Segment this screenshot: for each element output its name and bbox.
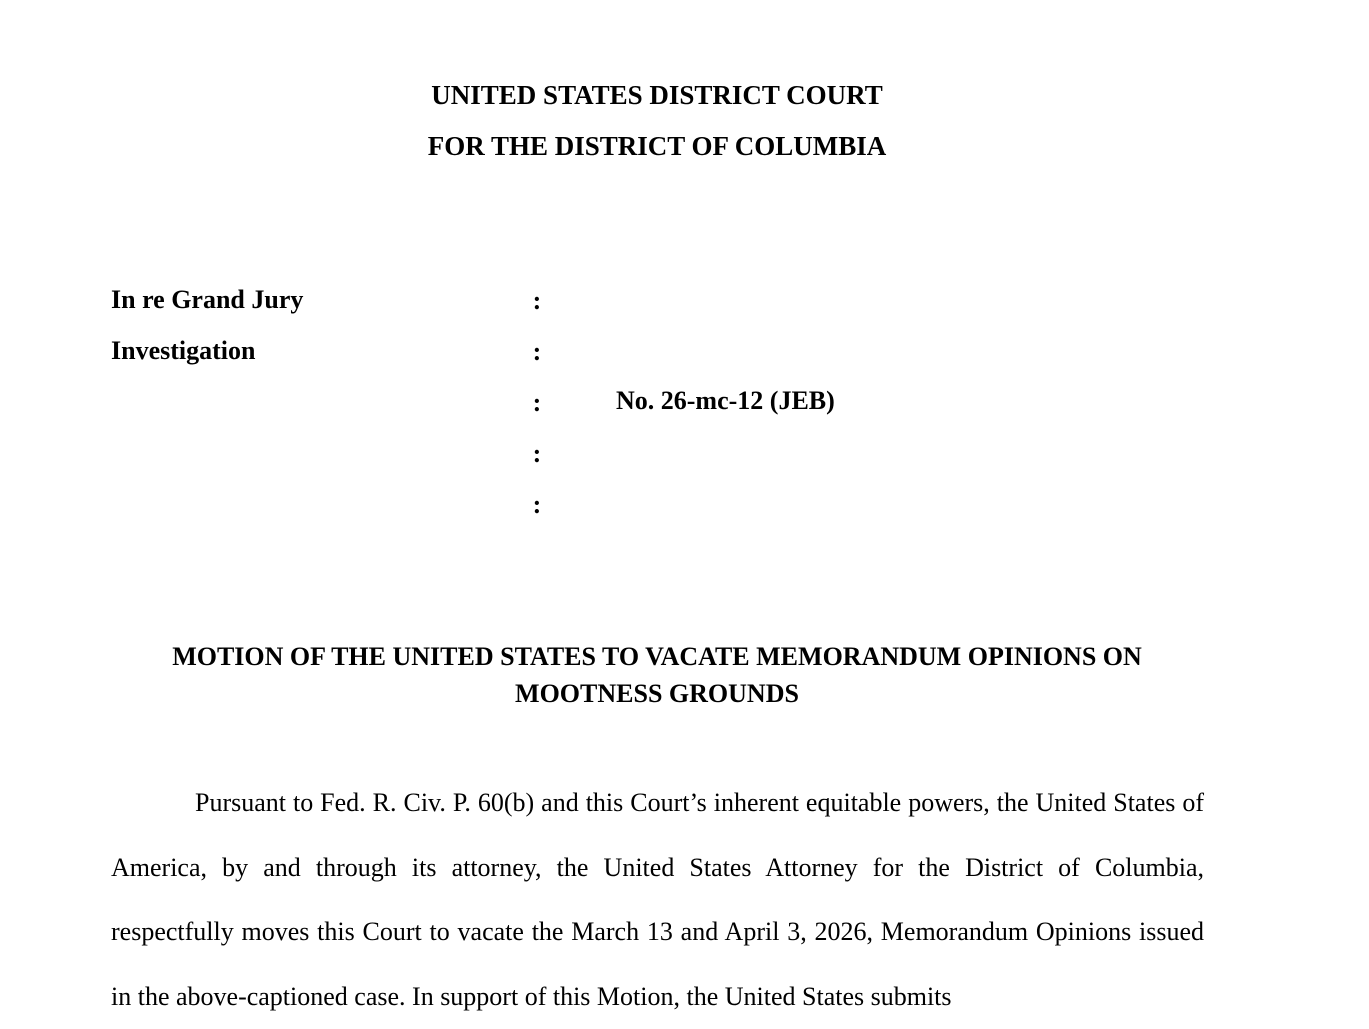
motion-title: MOTION OF THE UNITED STATES TO VACATE MEMORANDUM OPINIONS ON MOOTNESS GROUNDS	[172, 642, 1142, 708]
case-number: No. 26-mc-12 (JEB)	[616, 386, 835, 415]
caption-separator: :	[532, 439, 542, 468]
caption-separator: :	[532, 490, 542, 519]
caption-separator: :	[532, 337, 542, 366]
caption-separator: :	[532, 286, 542, 315]
court-name-heading: UNITED STATES DISTRICT COURT	[431, 80, 883, 110]
caption-separator: :	[532, 388, 542, 417]
motion-body-paragraph: Pursuant to Fed. R. Civ. P. 60(b) and this Court’s inherent equitable powers, the United States of America, by and through its attorney, the United States Attorney for the District of Columbia, respectfully moves this Court to vacate the March 13 and April 3, 2026, Memorandum Opinions issued in the above-captioned case. In support of this Motion, the United States submits	[111, 788, 1204, 1011]
caption-party-line-1: In re Grand Jury	[111, 285, 304, 314]
caption-party-line-2: Investigation	[111, 336, 256, 365]
court-district-heading: FOR THE DISTRICT OF COLUMBIA	[427, 131, 887, 161]
